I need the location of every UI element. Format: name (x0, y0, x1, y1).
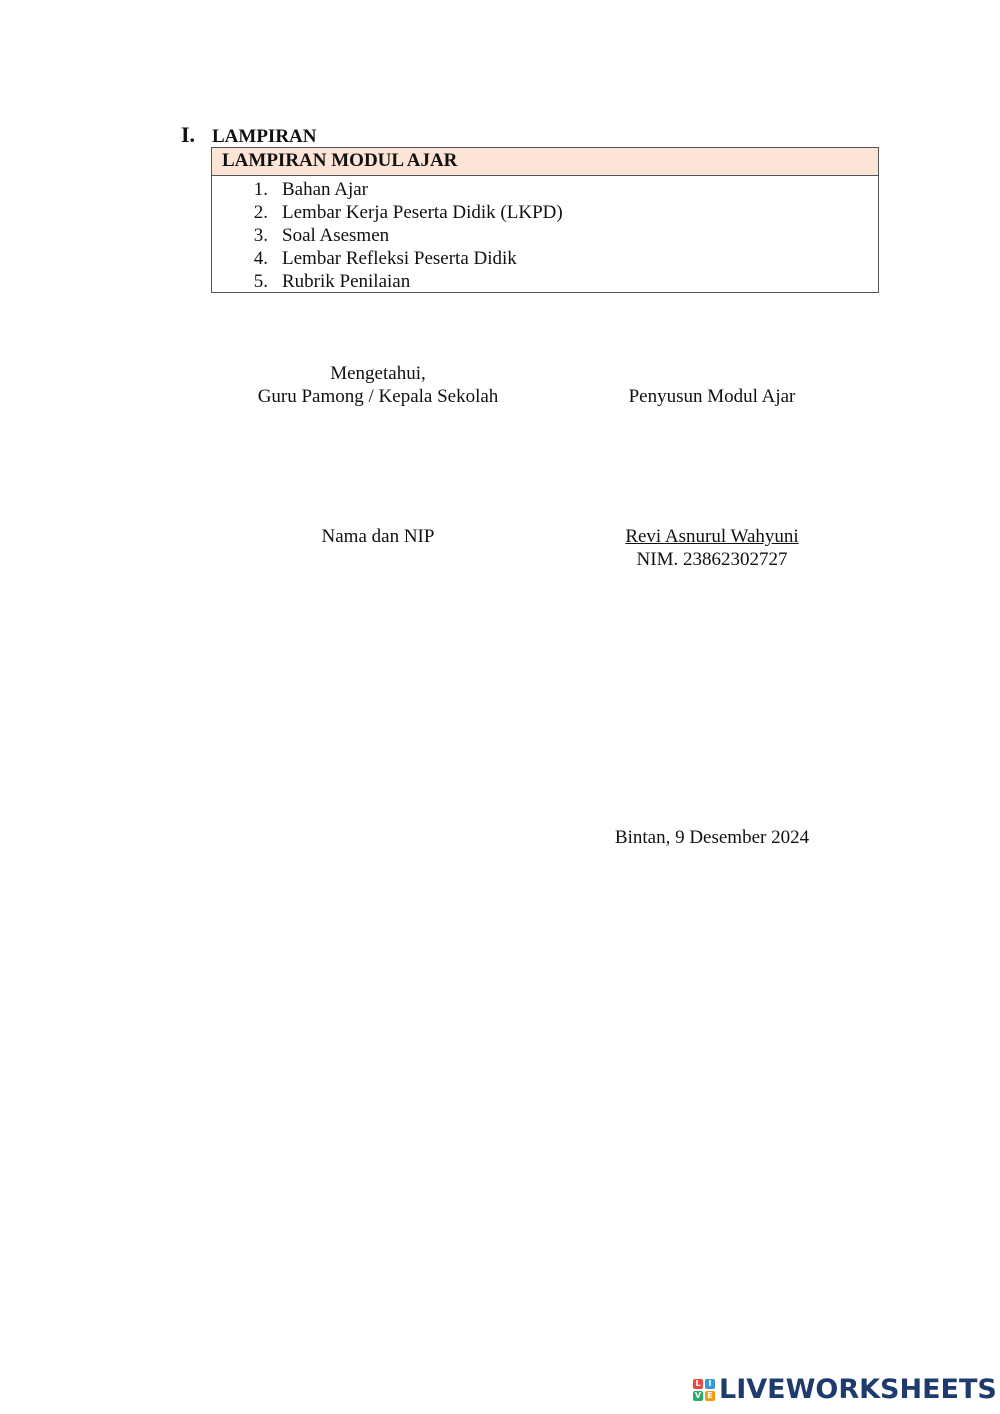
list-item (212, 201, 878, 224)
list-item (212, 270, 878, 293)
liveworksheets-logo-icon (692, 1378, 716, 1402)
list-item-number: 3. (253, 225, 268, 246)
lampiran-list (212, 176, 878, 293)
approver-role: Guru Pamong / Kepala Sekolah (257, 386, 499, 407)
author-role: Penyusun Modul Ajar (628, 386, 796, 407)
watermark-text: LIVEWORKSHEETS (719, 1374, 997, 1405)
list-item-number: 5. (253, 271, 268, 292)
list-item (212, 247, 878, 270)
lampiran-table-header: LAMPIRAN MODUL AJAR (212, 148, 878, 176)
logo-letter: L (693, 1379, 703, 1389)
logo-letter: I (705, 1379, 715, 1389)
list-item-label: Soal Asesmen (282, 225, 390, 246)
author-id: NIM. 23862302727 (636, 549, 788, 570)
lampiran-table (211, 147, 879, 293)
list-item-number: 4. (253, 248, 268, 269)
liveworksheets-watermark (692, 1376, 997, 1404)
place-date: Bintan, 9 Desember 2024 (614, 827, 810, 848)
approver-name: Nama dan NIP (321, 526, 435, 547)
list-item-number: 2. (253, 202, 268, 223)
list-item-label: Bahan Ajar (282, 179, 369, 200)
logo-letter: V (694, 1391, 702, 1400)
list-item-label: Rubrik Penilaian (282, 271, 411, 292)
section-title: LAMPIRAN (212, 126, 317, 147)
list-item (212, 224, 878, 247)
section-number: I. (181, 122, 196, 147)
logo-letter: E (705, 1391, 715, 1401)
list-item-number: 1. (253, 179, 268, 200)
list-item-label: Lembar Refleksi Peserta Didik (282, 248, 517, 269)
list-item-label: Lembar Kerja Peserta Didik (LKPD) (282, 202, 563, 223)
list-item (212, 178, 878, 201)
author-name: Revi Asnurul Wahyuni (625, 526, 799, 547)
approval-label: Mengetahui, (330, 363, 426, 384)
